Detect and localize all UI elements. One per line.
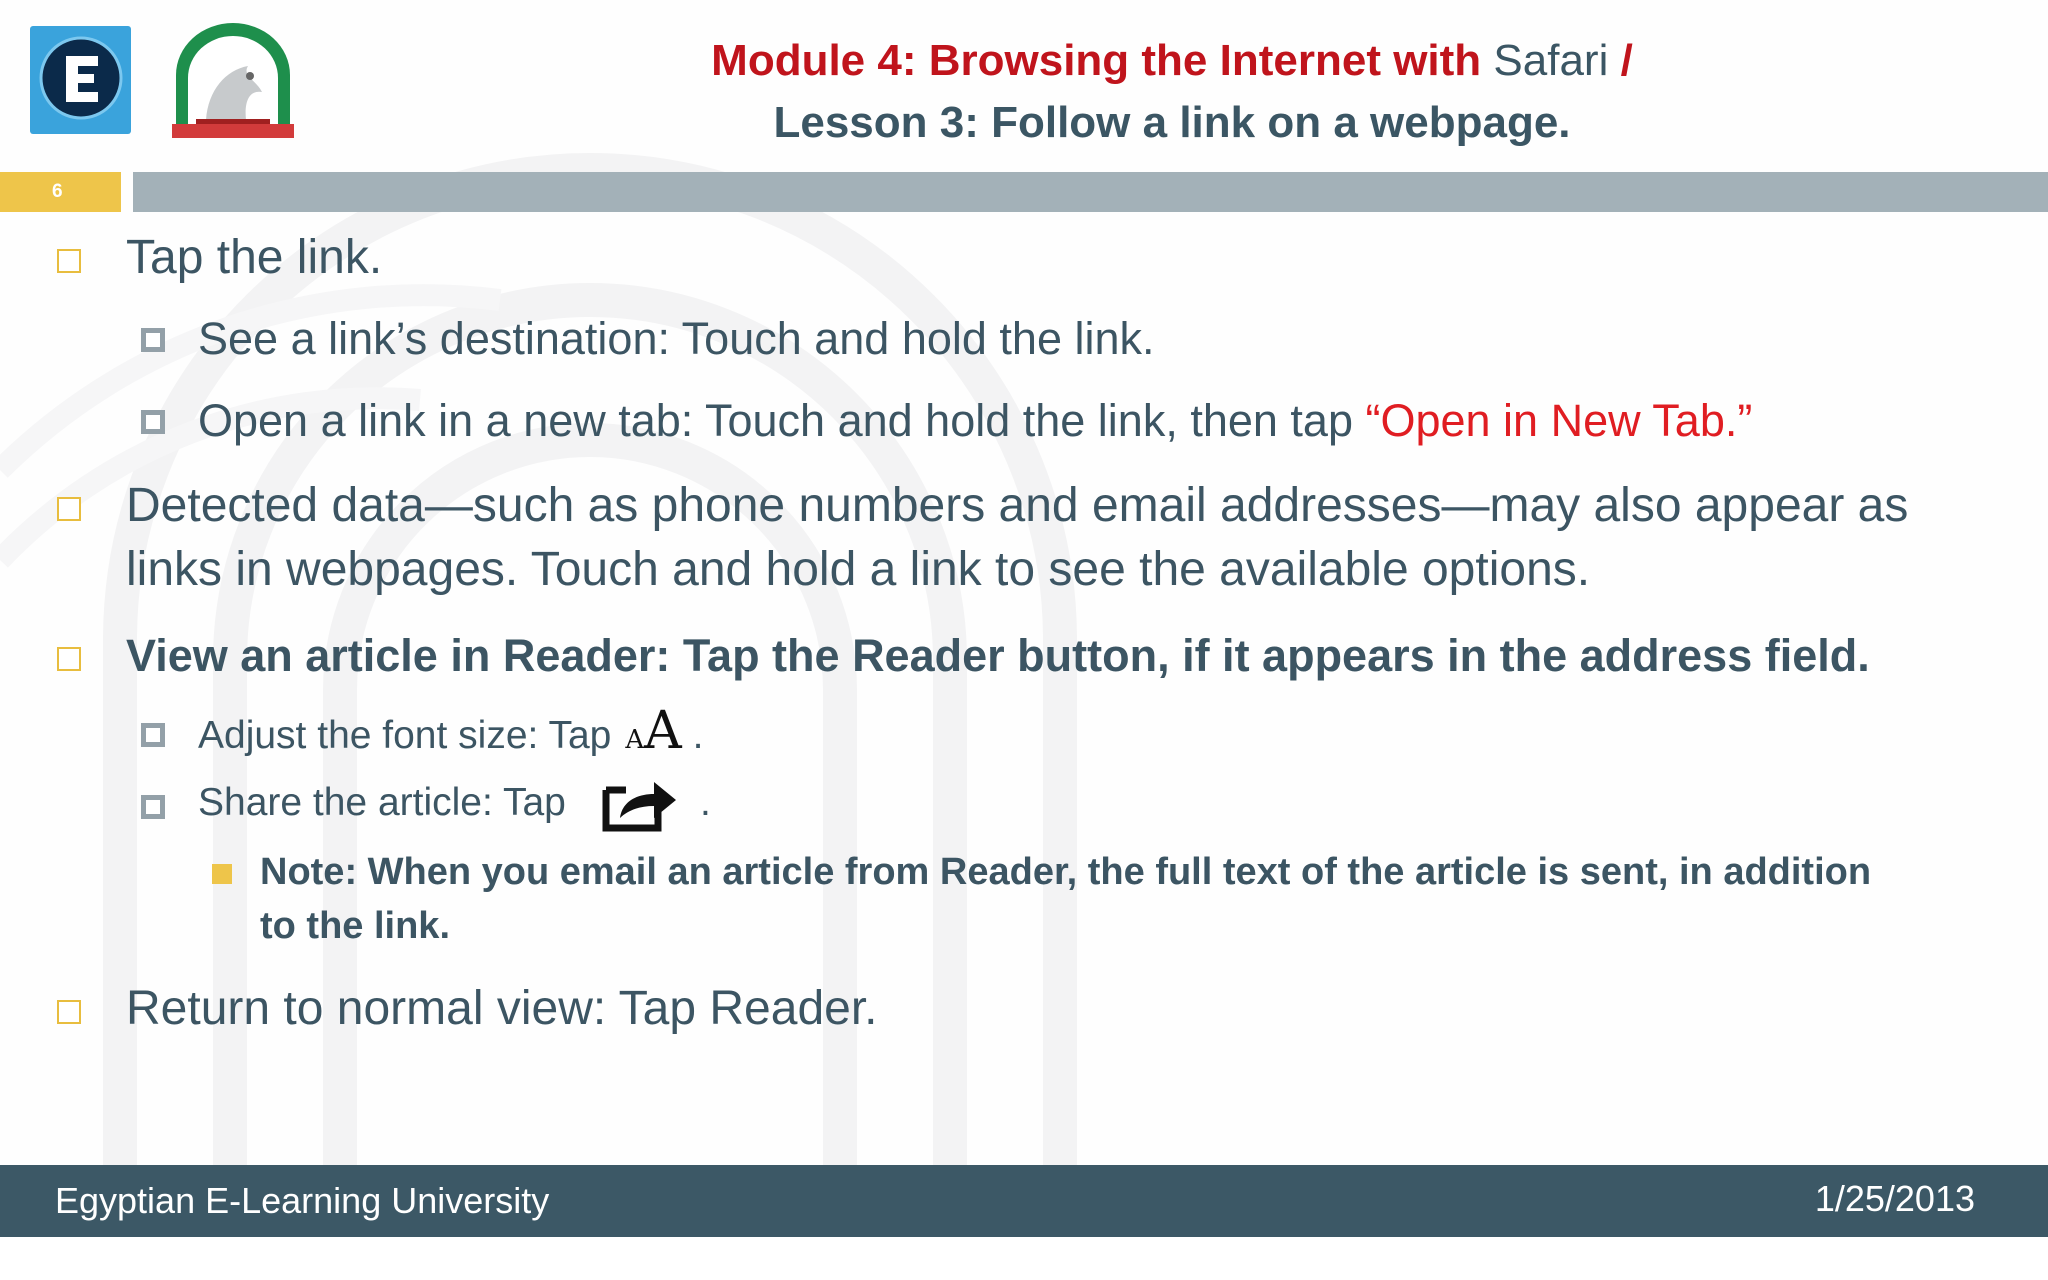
title-lesson: Lesson 3: Follow a link on a webpage. — [773, 98, 1571, 147]
new-tab-instruction: Open a link in a new tab: Touch and hold the link, then tap — [198, 395, 1366, 446]
bullet-detected-data-line1: Detected data—such as phone numbers and email addresses—may also appear as — [126, 479, 1909, 532]
share-icon — [602, 772, 680, 834]
sub-bullet-new-tab — [198, 389, 1752, 453]
font-size-instruction: Adjust the font size: Tap — [198, 714, 612, 757]
sub-bullet-marker — [141, 328, 165, 352]
note-line-1: Note: When you email an article from Reader, the full text of the article is sent, in addition — [260, 851, 1872, 893]
page-title — [560, 30, 1784, 154]
sub-bullet-marker — [141, 410, 165, 434]
footer-university: Egyptian E-Learning University — [55, 1180, 550, 1221]
sub-bullet-destination: See a link’s destination: Touch and hold the link. — [198, 313, 1155, 364]
share-period: . — [700, 781, 711, 824]
title-safari: Safari — [1493, 36, 1609, 85]
sub-bullet-font-size: Adjust the font size: Tap AA . — [198, 703, 703, 768]
title-slash: / — [1608, 36, 1633, 85]
bullet-return-normal: Return to normal view: Tap Reader. — [126, 982, 878, 1035]
bullet-marker — [57, 647, 81, 671]
bullet-marker — [57, 1000, 81, 1024]
font-size-icon: AA — [625, 701, 682, 761]
note-line-2: to the link. — [260, 905, 450, 947]
footer-date: 1/25/2013 — [1814, 1178, 1975, 1219]
eagle-emblem-icon — [166, 20, 300, 140]
e-learning-logo-icon — [30, 26, 131, 134]
sub-bullet-share-text: Share the article: Tap — [198, 781, 566, 824]
footer-bar — [0, 1165, 2048, 1237]
title-line-1 — [560, 30, 1784, 92]
bullet-marker — [57, 497, 81, 521]
bullet-marker — [57, 249, 81, 273]
sub-bullet-marker — [141, 723, 165, 747]
sub-bullet-marker — [141, 795, 165, 819]
bullet-detected-data-line2: links in webpages. Touch and hold a link to see the available options. — [126, 543, 1591, 596]
slide-number: 6 — [0, 172, 121, 212]
bullet-reader: View an article in Reader: Tap the Reader button, if it appears in the address field. — [126, 630, 1870, 681]
bottom-margin — [0, 1237, 2048, 1280]
open-in-new-tab-label: “Open in New Tab.” — [1365, 395, 1753, 446]
note-bullet-marker — [212, 864, 232, 884]
header-divider-bar — [133, 172, 2048, 212]
title-module: Module 4: Browsing the Internet with — [711, 36, 1494, 85]
bullet-tap-link: Tap the link. — [126, 231, 383, 284]
